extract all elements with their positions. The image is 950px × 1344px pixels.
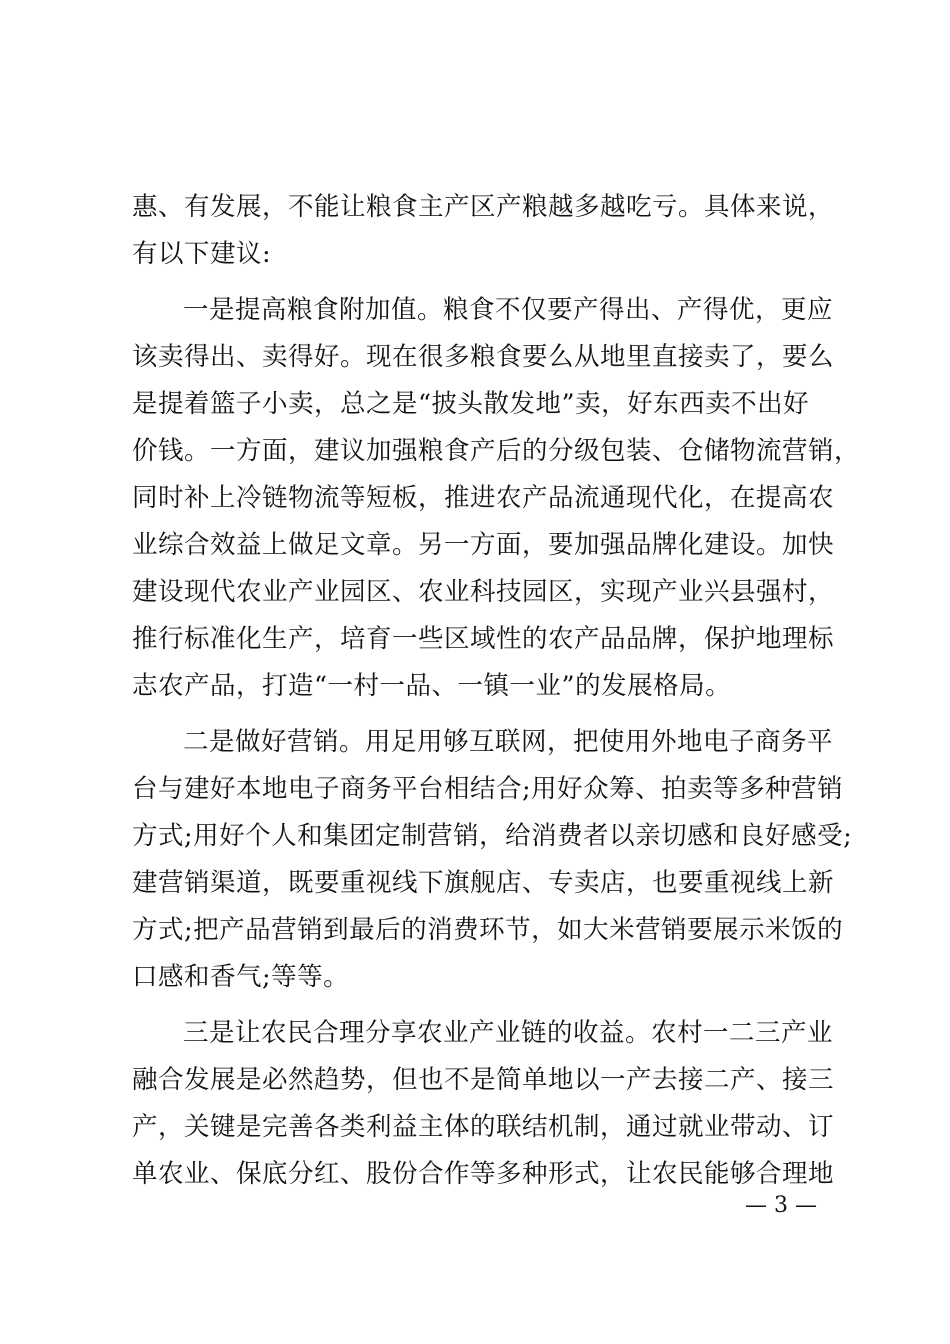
text-line: 单农业、保底分红、股份合作等多种形式，让农民能够合理地 [132, 1159, 835, 1189]
page-number: — 3 — [745, 1193, 817, 1218]
text-line: 惠、有发展，不能让粮食主产区产粮越多越吃亏。具体来说， [132, 192, 835, 222]
text-line: 方式;用好个人和集团定制营销，给消费者以亲切感和良好感受; [132, 821, 853, 851]
text-line: 融合发展是必然趋势，但也不是简单地以一产去接二产、接三 [132, 1065, 835, 1095]
text-line: 产，关键是完善各类利益主体的联结机制，通过就业带动、订 [132, 1112, 835, 1142]
text-line: 该卖得出、卖得好。现在很多粮食要么从地里直接卖了，要么 [132, 342, 835, 372]
text-line: 建设现代农业产业园区、农业科技园区，实现产业兴县强村， [132, 577, 835, 607]
text-line: 台与建好本地电子商务平台相结合;用好众筹、拍卖等多种营销 [132, 774, 844, 804]
text-line: 有以下建议: [132, 239, 272, 269]
text-line: 口感和香气;等等。 [132, 962, 350, 992]
text-line: 同时补上冷链物流等短板，推进农产品流通现代化，在提高农 [132, 483, 835, 513]
text-line: 志农产品，打造“一村一品、一镇一业”的发展格局。 [132, 671, 732, 701]
text-line: 方式;把产品营销到最后的消费环节，如大米营销要展示米饭的 [132, 915, 844, 945]
paragraph-first-line: 二是做好营销。用足用够互联网，把使用外地电子商务平 [183, 727, 834, 757]
text-line: 建营销渠道，既要重视线下旗舰店、专卖店，也要重视线上新 [132, 868, 835, 898]
paragraph-first-line: 一是提高粮食附加值。粮食不仅要产得出、产得优，更应 [183, 295, 834, 325]
text-line: 推行标准化生产，培育一些区域性的农产品品牌，保护地理标 [132, 624, 835, 654]
paragraph-first-line: 三是让农民合理分享农业产业链的收益。农村一二三产业 [183, 1018, 834, 1048]
text-line: 业综合效益上做足文章。另一方面，要加强品牌化建设。加快 [132, 530, 835, 560]
text-line: 是提着篮子小卖，总之是“披头散发地”卖，好东西卖不出好 [132, 389, 810, 419]
text-line: 价钱。一方面，建议加强粮食产后的分级包装、仓储物流营销， [132, 436, 861, 466]
